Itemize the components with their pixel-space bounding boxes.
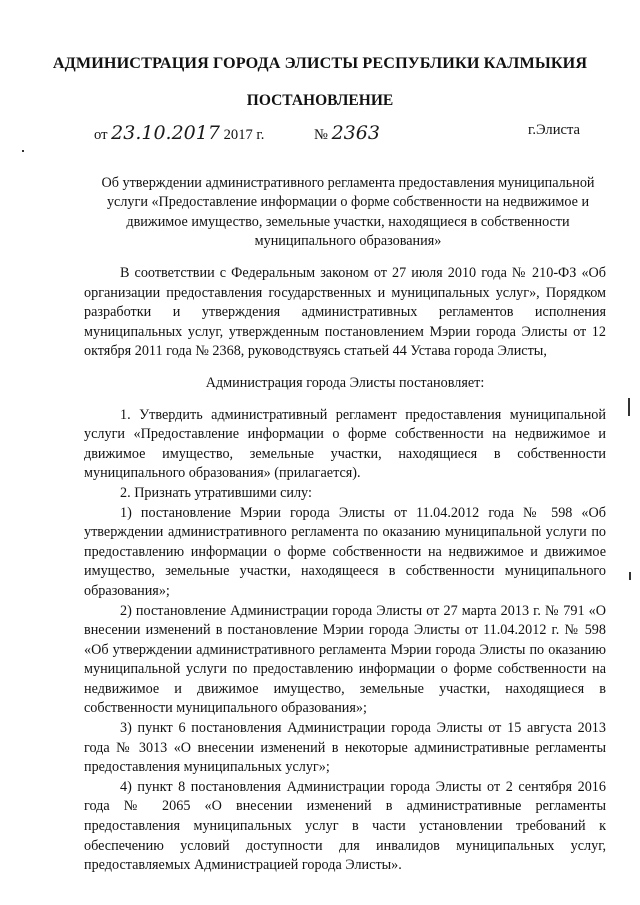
city-name: г.Элиста xyxy=(528,122,581,138)
handwritten-date: 23.10.2017 xyxy=(111,122,220,144)
number-prefix: № xyxy=(314,127,328,143)
item-2-3: 3) пункт 6 постановления Администрации города Элисты от 15 августа 2013 года № 3013 «О внесении изменений в некоторые административные регламенты предоставления муниципальных услуг»; xyxy=(84,720,606,776)
decree-subject: Об утверждении административного регламента предоставления муниципальной услуги «Предоставление информации о форме собственности на недвижимое и движимое имущество, земельные участки, находящиеся в собственности муниципального образования» xyxy=(101,175,595,250)
decree-number xyxy=(314,122,380,144)
scan-dot xyxy=(22,150,24,152)
decree-date xyxy=(94,122,264,144)
document-type-heading: ПОСТАНОВЛЕНИЕ xyxy=(246,92,394,109)
item-2-4: 4) пункт 8 постановления Администрации города Элисты от 2 сентября 2016 года № 2065 «О внесении изменений в административные регламенты предоставления муниципальных услуг в части установлении требований к обеспечению условий доступности для инвалидов муниципальных услуг, предоставляемых Администрацией города Элисты». xyxy=(84,778,606,874)
year-suffix: 2017 г. xyxy=(223,127,265,143)
scan-edge-mark xyxy=(628,398,630,416)
authority-heading: АДМИНИСТРАЦИЯ ГОРОДА ЭЛИСТЫ РЕСПУБЛИКИ КАЛМЫКИЯ xyxy=(52,54,588,72)
item-2: 2. Признать утратившими силу: xyxy=(120,484,312,501)
item-2-1: 1) постановление Мэрии города Элисты от 11.04.2012 года № 598 «Об утверждении административного регламента по оказанию муниципальной услуги по предоставлению информации о форме собственности на недвижимое и движимое имущество, земельные участки, находящееся в собственности муниципального образования»; xyxy=(84,504,606,599)
item-2-2: 2) постановление Администрации города Элисты от 27 марта 2013 г. № 791 «О внесении изменений в постановление Мэрии города Элисты от 11.04.2012 г. № 598 «Об утверждении административного регламента Мэрии города Элисты по оказанию муниципальной услуги по предоставлению информации о форме собственности на недвижимое и движимое имущество, земельные участки, находящиеся в собственности муниципального образования»; xyxy=(84,602,606,717)
decision-line: Администрация города Элисты постановляет: xyxy=(205,374,485,391)
item-1: 1. Утвердить административный регламент предоставления муниципальной услуги «Предоставление информации о форме собственности на недвижимое и движимое имущество, земельные участки, находящиеся в собственности муниципального образования» (прилагается). xyxy=(84,406,606,482)
handwritten-number: 2363 xyxy=(331,122,380,144)
preamble-paragraph: В соответствии с Федеральным законом от 27 июля 2010 года № 210-ФЗ «Об организации предоставления государственных и муниципальных услуг», Порядком разработки и утверждения административных регламентов исполнения муниципальных услуг, утвержденным постановлением Мэрии города Элисты от 12 октября 2011 года № 2368, руководствуясь статьей 44 Устава города Элисты, xyxy=(84,265,606,360)
decree-body xyxy=(84,264,606,876)
scan-edge-mark-lower xyxy=(629,572,631,580)
date-prefix: от xyxy=(94,127,108,143)
